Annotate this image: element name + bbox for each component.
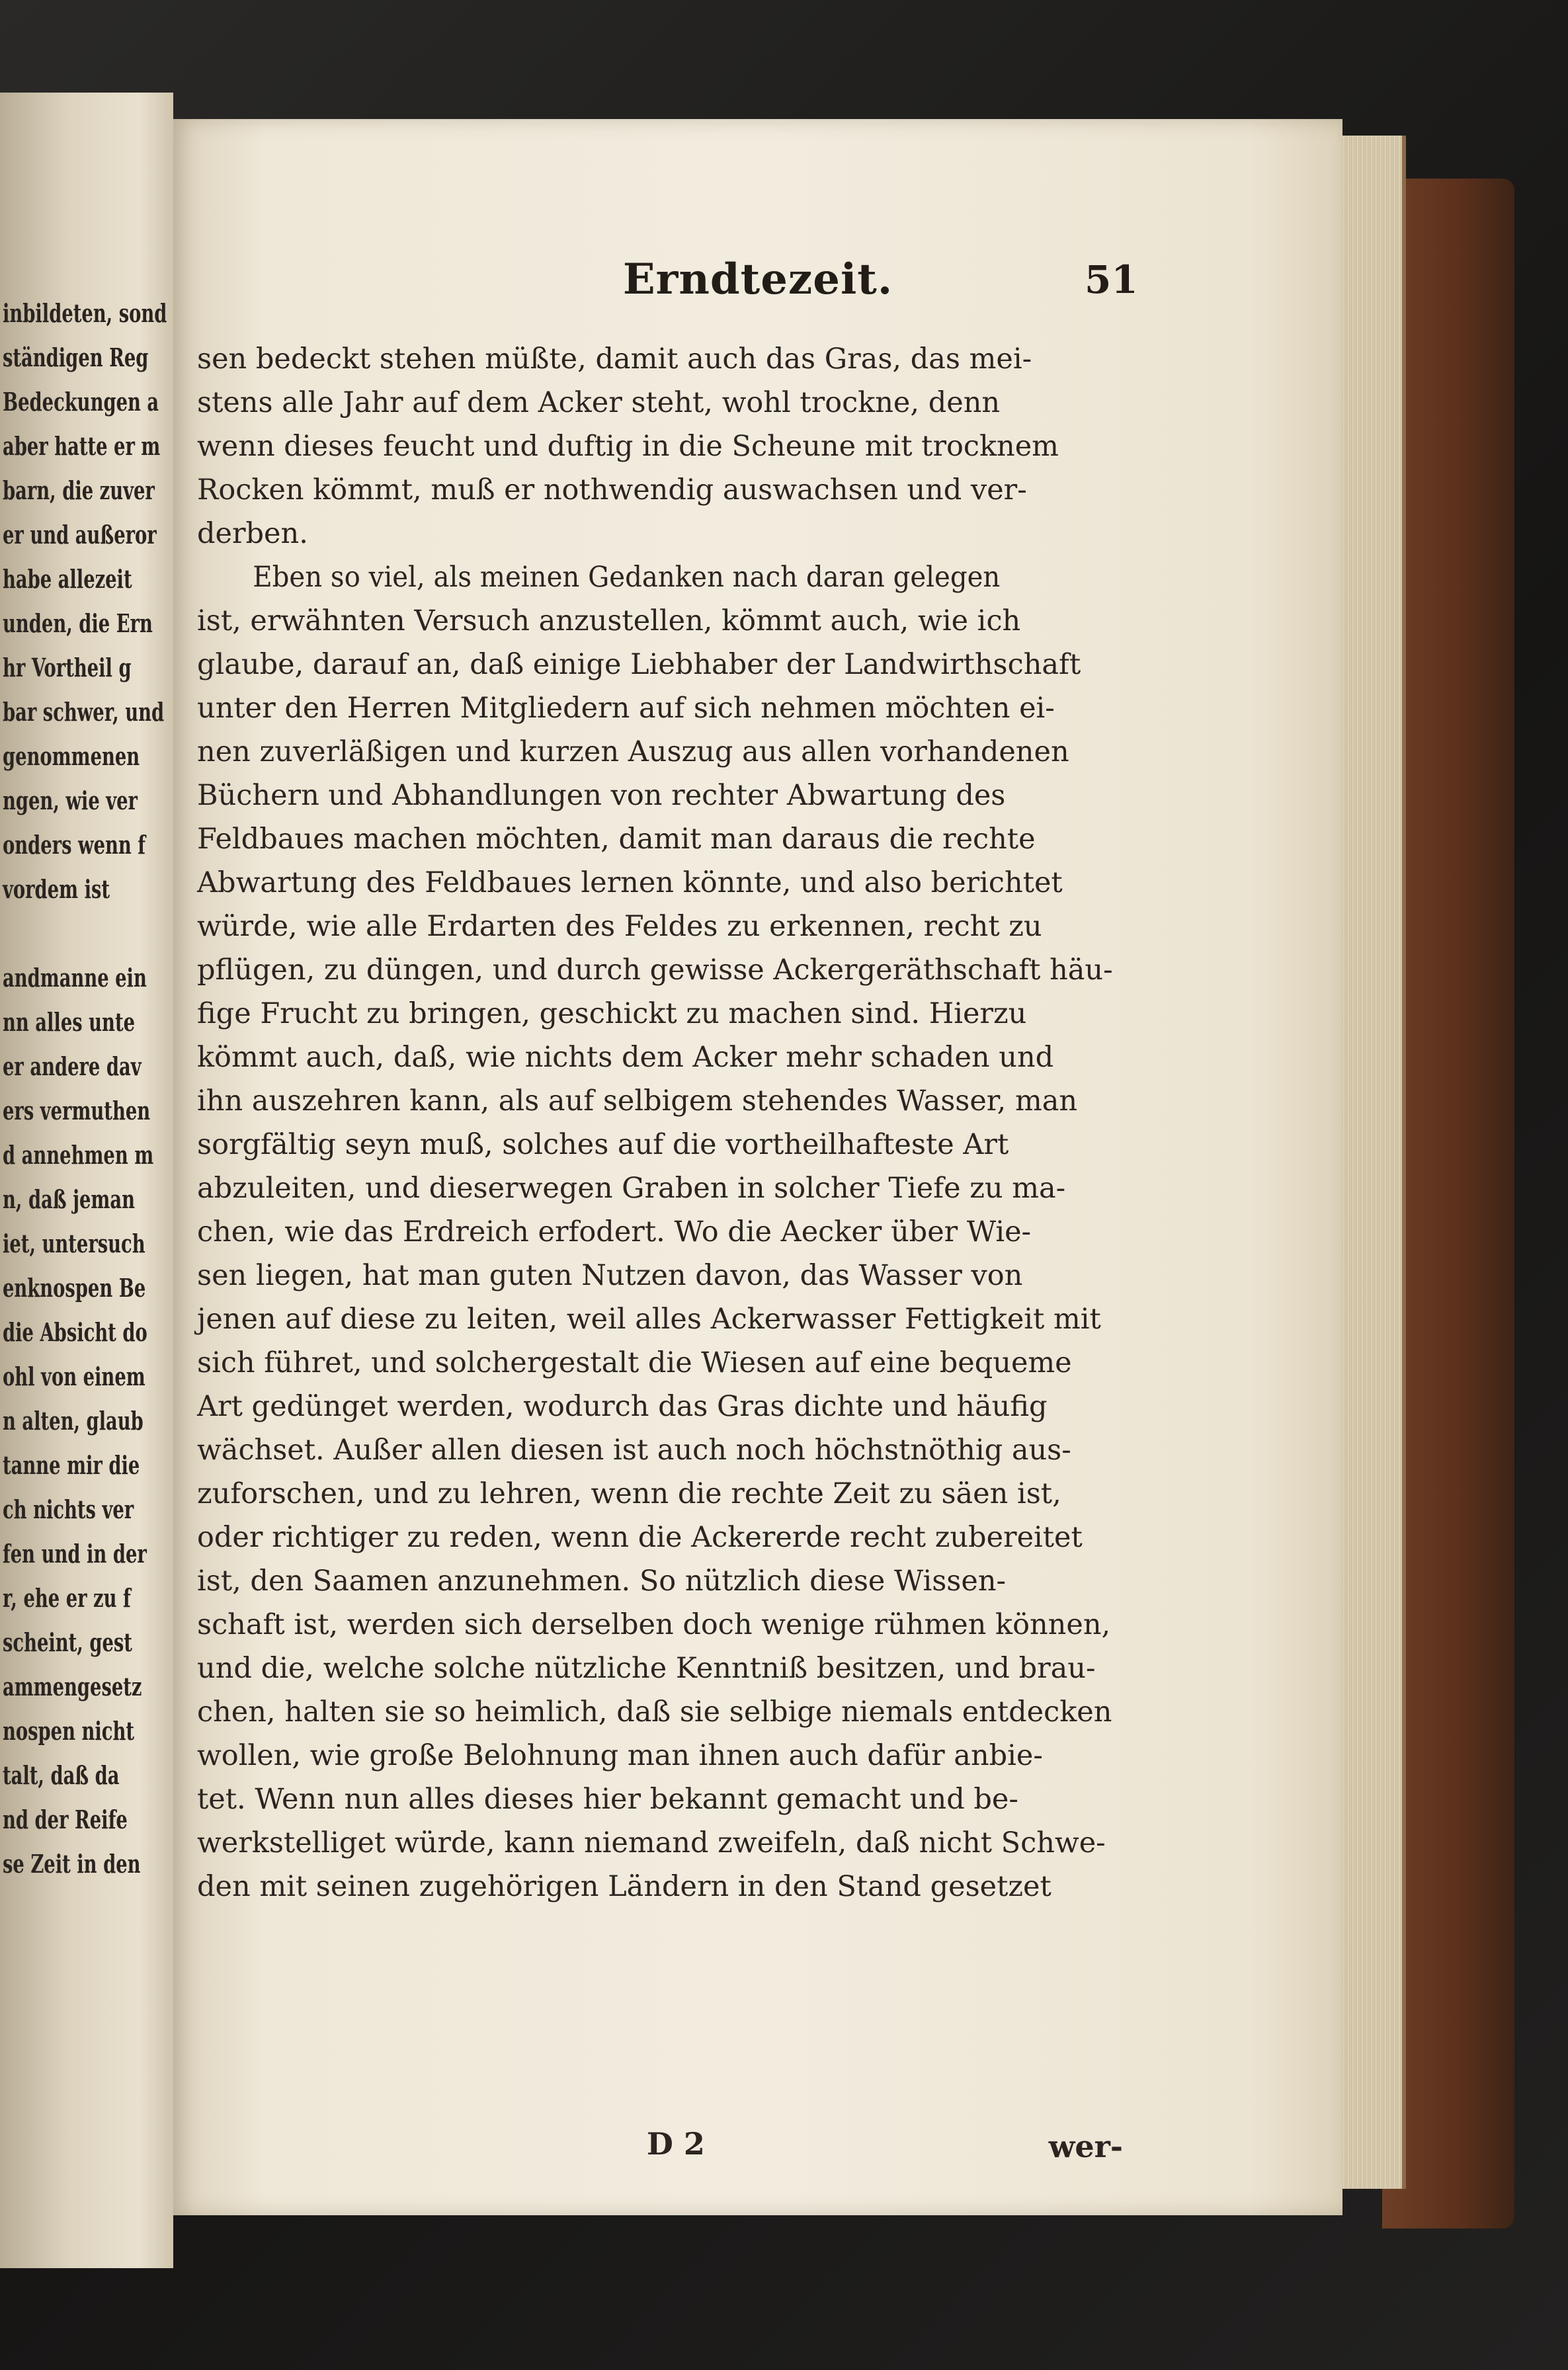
body-text <box>197 337 1123 1908</box>
text-line: ihn auszehren kann, als auf selbigem stehendes Wasser, man <box>197 1084 1078 1118</box>
left-page-line: onders wenn f <box>3 830 146 860</box>
left-page-line <box>3 911 124 956</box>
left-page-line: barn, die zuver <box>3 475 155 505</box>
running-title: Erndtezeit. <box>622 255 893 304</box>
left-page-line: n, daß jeman <box>3 1184 135 1214</box>
text-line: sen liegen, hat man guten Nutzen davon, das Wasser von <box>197 1259 1023 1292</box>
text-line: fige Frucht zu bringen, geschickt zu machen sind. Hierzu <box>197 997 1027 1030</box>
page-number: 51 <box>1085 257 1138 302</box>
text-line: Rocken kömmt, muß er nothwendig auswachsen und ver- <box>197 473 1027 507</box>
text-line: und die, welche solche nützliche Kenntniß besitzen, und brau- <box>197 1652 1096 1685</box>
left-page-line: er und außeror <box>3 520 157 550</box>
left-page-line: enknospen Be <box>3 1273 146 1303</box>
left-page-line: d annehmen m <box>3 1140 154 1170</box>
left-page-line: ständigen Reg <box>3 343 149 372</box>
left-page-line: nd der Reife <box>3 1805 128 1834</box>
left-page-line: talt, daß da <box>3 1760 120 1790</box>
left-page-text <box>3 291 167 1886</box>
left-page-line: iet, untersuch <box>3 1229 145 1258</box>
signature-mark: D 2 <box>647 2126 705 2162</box>
text-line: derben. <box>197 517 308 550</box>
left-page-line: tanne mir die <box>3 1450 140 1480</box>
left-page-line: ch nichts ver <box>3 1494 134 1524</box>
page-edges <box>1336 136 1406 2189</box>
left-page-line: die Absicht do <box>3 1317 147 1347</box>
running-head <box>173 255 1342 314</box>
text-line: Feldbaues machen möchten, damit man daraus die rechte <box>197 823 1036 856</box>
text-line: Art gedünget werden, wodurch das Gras dichte und häufig <box>197 1390 1048 1423</box>
left-page-line: ammengesetz <box>3 1672 142 1701</box>
left-page-line: vordem ist <box>3 874 110 904</box>
text-line: chen, halten sie so heimlich, daß sie selbige niemals entdecken <box>197 1696 1112 1729</box>
left-page-line: inbildeten, sond <box>3 298 167 328</box>
text-line: kömmt auch, daß, wie nichts dem Acker mehr schaden und <box>197 1041 1054 1074</box>
text-line: würde, wie alle Erdarten des Feldes zu erkennen, recht zu <box>197 910 1042 943</box>
text-line: sorgfältig seyn muß, solches auf die vortheilhafteste Art <box>197 1128 1009 1161</box>
left-page-line: scheint, gest <box>3 1627 132 1657</box>
left-page-line: bar schwer, und <box>3 697 165 727</box>
left-page-line: fen und in der <box>3 1539 147 1569</box>
text-line: jenen auf diese zu leiten, weil alles Ackerwasser Fettigkeit mit <box>197 1303 1101 1336</box>
text-line: nen zuverläßigen und kurzen Auszug aus allen vorhandenen <box>197 735 1069 768</box>
text-line: stens alle Jahr auf dem Acker steht, wohl trockne, denn <box>197 386 1001 419</box>
catchword: wer- <box>1048 2129 1123 2164</box>
text-line: tet. Wenn nun alles dieses hier bekannt gemacht und be- <box>197 1783 1018 1816</box>
text-line: wenn dieses feucht und duftig in die Scheune mit trocknem <box>197 430 1059 463</box>
text-line: wächset. Außer allen diesen ist auch noch höchstnöthig aus- <box>197 1434 1071 1467</box>
text-line: Abwartung des Feldbaues lernen könnte, und also berichtet <box>197 866 1063 899</box>
text-line: schaft ist, werden sich derselben doch wenige rühmen können, <box>197 1608 1111 1641</box>
text-line: Eben so viel, als meinen Gedanken nach daran gelegen <box>253 561 1001 594</box>
text-line: chen, wie das Erdreich erfodert. Wo die Aecker über Wie- <box>197 1215 1032 1248</box>
left-page-line: genommenen <box>3 741 140 771</box>
left-page-line: ers vermuthen <box>3 1096 151 1125</box>
text-line: abzuleiten, und dieserwegen Graben in solcher Tiefe zu ma- <box>197 1172 1066 1205</box>
left-page-line: r, ehe er zu f <box>3 1583 131 1613</box>
text-line: den mit seinen zugehörigen Ländern in den Stand gesetzet <box>197 1870 1052 1903</box>
left-page-line: habe allezeit <box>3 564 132 594</box>
text-line: werkstelliget würde, kann niemand zweifeln, daß nicht Schwe- <box>197 1826 1106 1859</box>
left-page-line: unden, die Ern <box>3 608 153 638</box>
left-page-line: nn alles unte <box>3 1007 135 1037</box>
text-line: sen bedeckt stehen müßte, damit auch das Gras, das mei- <box>197 343 1032 376</box>
left-page-line: andmanne ein <box>3 963 147 993</box>
text-line: ist, den Saamen anzunehmen. So nützlich diese Wissen- <box>197 1565 1007 1598</box>
page-footer <box>197 2126 1123 2172</box>
left-page-line: hr Vortheil g <box>3 653 132 682</box>
text-line: Büchern und Abhandlungen von rechter Abwartung des <box>197 779 1006 812</box>
left-page-line: n alten, glaub <box>3 1406 144 1436</box>
left-page-line: Bedeckungen a <box>3 387 159 417</box>
text-line: glaube, darauf an, daß einige Liebhaber der Landwirthschaft <box>197 648 1081 681</box>
text-line: zuforschen, und zu lehren, wenn die rechte Zeit zu säen ist, <box>197 1477 1061 1510</box>
left-page-line: ohl von einem <box>3 1362 145 1391</box>
text-line: sich führet, und solchergestalt die Wiesen auf eine bequeme <box>197 1346 1072 1379</box>
text-line: pflügen, zu düngen, und durch gewisse Ackergeräthschaft häu- <box>197 954 1113 987</box>
left-page-line: nospen nicht <box>3 1716 134 1746</box>
left-page-line: er andere dav <box>3 1051 142 1081</box>
right-page <box>173 119 1342 2215</box>
text-line: wollen, wie große Belohnung man ihnen auch dafür anbie- <box>197 1739 1043 1772</box>
text-line: ist, erwähnten Versuch anzustellen, kömmt auch, wie ich <box>197 604 1021 637</box>
left-page-line: se Zeit in den <box>3 1849 141 1879</box>
left-page <box>0 93 173 2268</box>
left-page-line: ngen, wie ver <box>3 786 138 815</box>
text-line: oder richtiger zu reden, wenn die Ackererde recht zubereitet <box>197 1521 1083 1554</box>
text-line: unter den Herren Mitgliedern auf sich nehmen möchten ei- <box>197 692 1055 725</box>
left-page-line: aber hatte er m <box>3 431 161 461</box>
